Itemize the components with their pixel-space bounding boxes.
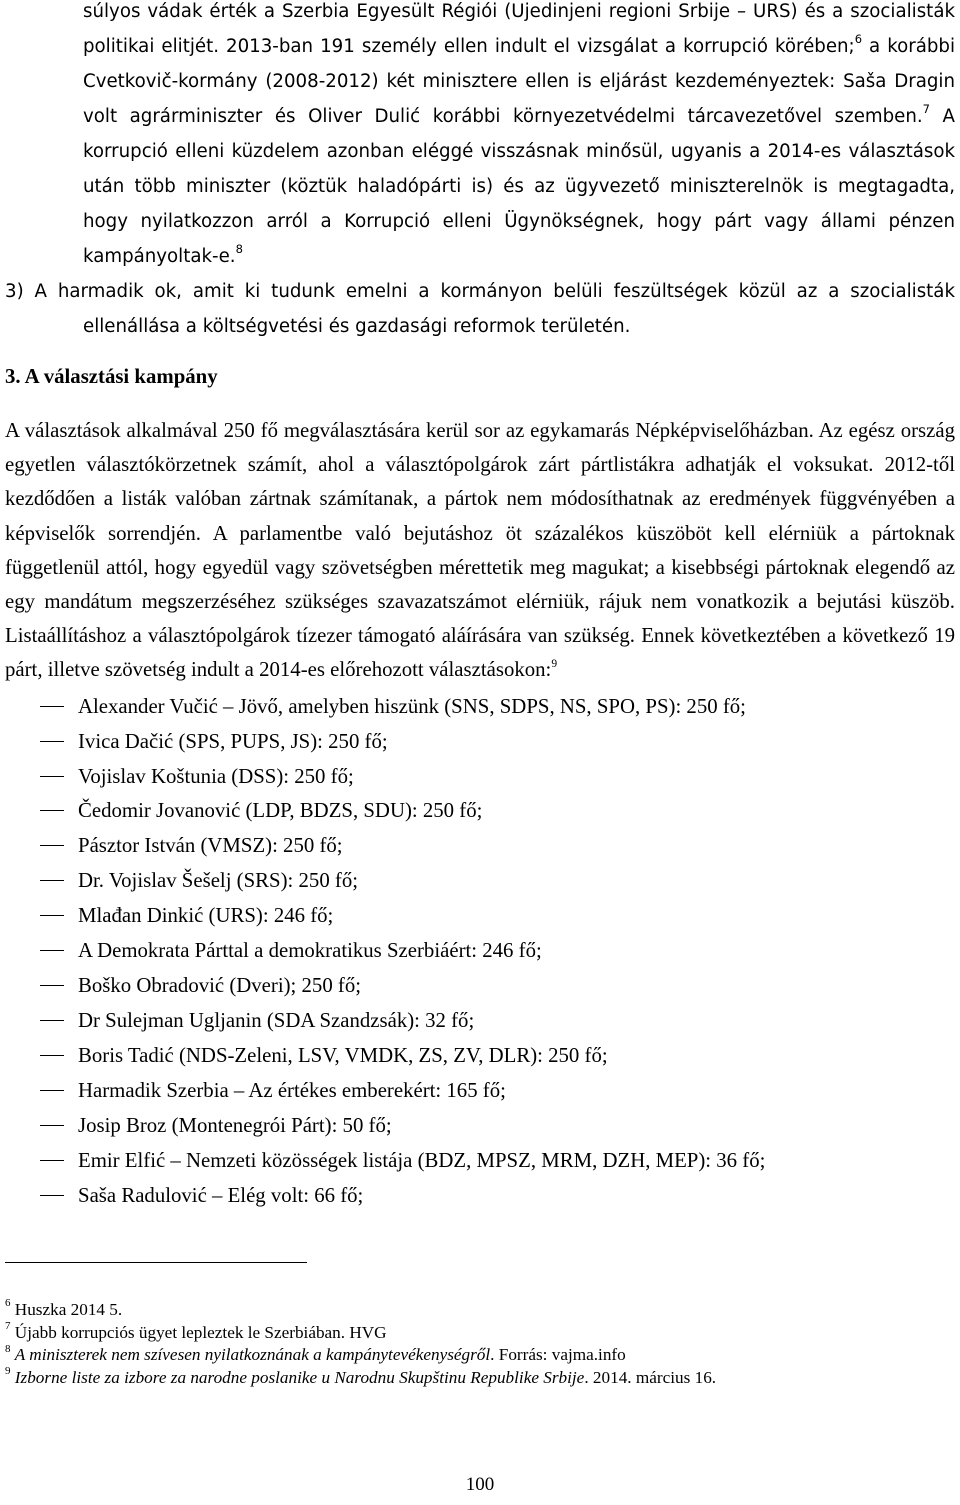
list-item <box>5 760 955 795</box>
footnote-number: 7 <box>5 1319 11 1332</box>
list-item-text: 3) A harmadik ok, amit ki tudunk emelni a kormányon belüli feszültségek közül az a szocialisták ellenállása a költségvetési és gazdasági reformok területén. <box>5 281 955 337</box>
dash-bullet <box>40 1090 64 1091</box>
list-item <box>5 1039 955 1074</box>
list-item-text: Dr. Vojislav Šešelj (SRS): 250 fő; <box>78 869 359 893</box>
footnote-ref: 8 <box>235 241 243 256</box>
list-item-text: Boško Obradović (Dveri); 250 fő; <box>78 974 362 998</box>
footnote-number: 6 <box>5 1297 11 1310</box>
footnote-ref: 7 <box>922 101 930 116</box>
dash-bullet <box>40 706 64 707</box>
list-item-text: Pásztor István (VMSZ): 250 fő; <box>78 834 343 858</box>
paragraph-text: a korábbi Cvetkovič-kormány (2008-2012) két minisztere ellen is eljárást kezdeményeztek: Saša Dragin volt agrárminiszter és Oliver Dulić korábbi környezetvédelmi tárcavezetővel szemben. <box>83 36 955 127</box>
footnote-text: Huszka 2014 5. <box>14 1299 123 1319</box>
dash-bullet <box>40 880 64 881</box>
list-item-text: Mlađan Dinkić (URS): 246 fő; <box>78 904 334 928</box>
footnote-ref: 6 <box>854 31 863 46</box>
list-item <box>5 864 955 899</box>
list-item-text: Harmadik Szerbia – Az értékes emberekért: 165 fő; <box>78 1079 506 1103</box>
list-item-text: Josip Broz (Montenegrói Párt): 50 fő; <box>78 1114 392 1138</box>
party-list <box>5 690 955 1214</box>
footnote-title: A miniszterek nem szívesen nyilatkoznának a kampánytevékenységről <box>14 1345 491 1365</box>
list-item <box>5 969 955 1004</box>
list-item <box>5 1004 955 1039</box>
list-item <box>5 690 955 725</box>
paragraph-text: A választások alkalmával 250 fő megválasztására kerül sor az egykamarás Népképviselőházban. Az egész ország egyetlen választókörzetnek számít, ahol a választópolgárok zárt pártlistákra adhatják el voksukat. 2012-től kezdődően a listák valóban zártnak számítanak, a pártok nem módosíthatnak az eredmények függvényében a képviselők sorrendjén. A parlamentbe való bejutáshoz öt százalékos küszöböt kell elérniük a pártoknak függetlenül attól, hogy egyedül vagy szövetségben mérettetik meg magukat; a kisebbségi pártoknak elegendő az egy mandátum megszerzéséhez szükséges szavazatszámot elérniük, rájuk nem vonatkozik a bejutási küszöb. Listaállításhoz a választópolgárok tízezer támogató aláírására van szükség. Ennek következtében a következő 19 párt, illetve szövetség indult a 2014-es előrehozott választásokon: <box>5 419 955 682</box>
dash-bullet <box>40 1020 64 1021</box>
list-item <box>5 934 955 969</box>
list-item <box>5 1144 955 1179</box>
paragraph-text: súlyos vádak érték a Szerbia Egyesült Régiói (Ujedinjeni regioni Srbije – URS) és a szocialisták politikai elitjét. 2013-ban 191 személy ellen indult el vizsgálat a korrupció körében; <box>83 1 955 57</box>
footnote-ref: 9 <box>551 657 558 670</box>
footnote-8 <box>5 1344 955 1367</box>
list-item-text: A Demokrata Párttal a demokratikus Szerbiáért: 246 fő; <box>78 939 542 963</box>
list-item <box>5 1074 955 1109</box>
footnote-text: . Forrás: vajma.info <box>490 1345 626 1365</box>
dash-bullet <box>40 810 64 811</box>
list-item-text: Čedomir Jovanović (LDP, BDZS, SDU): 250 fő; <box>78 799 483 823</box>
footnote-separator <box>5 1262 307 1263</box>
footnotes <box>5 1299 955 1390</box>
dash-bullet <box>40 1195 64 1196</box>
dash-bullet <box>40 1125 64 1126</box>
list-item-3 <box>5 274 955 344</box>
list-item-text: Vojislav Koštunia (DSS): 250 fő; <box>78 764 354 788</box>
section-heading: 3. A választási kampány <box>5 365 218 388</box>
continued-paragraph <box>5 0 955 274</box>
footnote-7 <box>5 1319 955 1345</box>
dash-bullet <box>40 1160 64 1161</box>
list-item <box>5 794 955 829</box>
list-item-text: Saša Radulović – Elég volt: 66 fő; <box>78 1183 364 1207</box>
paragraph-text: A korrupció elleni küzdelem azonban eléggé visszásnak minősül, ugyanis a 2014-es választások után több miniszter (köztük haladópárti is) és az ügyvezető miniszterelnök is megtagadta, hogy nyilatkozzon arról a Korrupció elleni Ügynökségnek, hogy párt vagy állami pénzen kampányoltak-e. <box>83 106 955 267</box>
list-item <box>5 1109 955 1144</box>
footnote-number: 9 <box>5 1365 11 1378</box>
list-item <box>5 725 955 760</box>
footnote-title: Izborne liste za izbore za narodne poslanike u Narodnu Skupštinu Republike Srbije <box>14 1368 585 1388</box>
footnote-number: 8 <box>5 1342 11 1355</box>
dash-bullet <box>40 950 64 951</box>
dash-bullet <box>40 776 64 777</box>
list-item <box>5 1179 955 1214</box>
dash-bullet <box>40 985 64 986</box>
footnote-6 <box>5 1299 955 1322</box>
list-item-text: Alexander Vučić – Jövő, amelyben hiszünk (SNS, SDPS, NS, SPO, PS): 250 fő; <box>78 694 746 718</box>
list-item-text: Ivica Dačić (SPS, PUPS, JS): 250 fő; <box>78 729 388 753</box>
footnote-text: . 2014. március 16. <box>584 1368 717 1388</box>
footnote-text: Újabb korrupciós ügyet lepleztek le Szerbiában. HVG <box>14 1322 387 1342</box>
list-item-text: Boris Tadić (NDS-Zeleni, LSV, VMDK, ZS, ZV, DLR): 250 fő; <box>78 1044 608 1068</box>
dash-bullet <box>40 845 64 846</box>
list-item <box>5 899 955 934</box>
list-item <box>5 829 955 864</box>
dash-bullet <box>40 915 64 916</box>
section-paragraph <box>5 414 955 688</box>
page-number: 100 <box>465 1474 495 1495</box>
dash-bullet <box>40 1055 64 1056</box>
list-item-text: Emir Elfić – Nemzeti közösségek listája (BDZ, MPSZ, MRM, DZH, MEP): 36 fő; <box>78 1149 766 1173</box>
list-item-text: Dr Sulejman Ugljanin (SDA Szandzsák): 32 fő; <box>78 1009 475 1033</box>
dash-bullet <box>40 741 64 742</box>
footnote-9 <box>5 1367 955 1390</box>
